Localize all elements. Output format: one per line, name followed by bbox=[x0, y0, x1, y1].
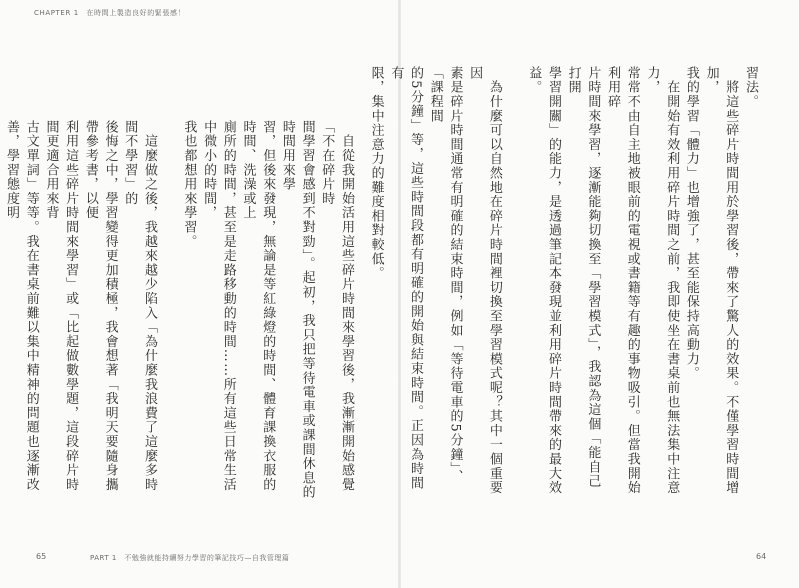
body-line: 古文單詞」等等。我在書桌前難以集中精神的問題也逐漸改善，學習態度明 bbox=[4, 120, 39, 492]
right-page-number: 64 bbox=[756, 552, 767, 561]
body-line: 我也都想用來學習。 bbox=[181, 120, 197, 249]
left-page-body-text bbox=[4, 120, 356, 500]
body-line: 後悔之中，學習變得更加積極，我會想著「我明天要隨身攜帶參考書，以便 bbox=[82, 120, 118, 492]
left-page-number: 65 bbox=[36, 552, 47, 561]
body-line: 的5分鐘」等，這些時間段都有明確的開始與結束時間。正因為時間有 bbox=[388, 66, 424, 491]
body-line: 學習開關」的能力，是透過筆記本發現並利用碎片時間帶來的最大效益。 bbox=[526, 66, 561, 495]
running-head: CHAPTER 1 在時間上製造良好的緊張感！ bbox=[34, 9, 186, 17]
body-line: 這麼做之後，我越來越少陷入「為什麼我浪費了這麼多時間不學習」的 bbox=[122, 120, 157, 492]
body-line: 在開始有效利用碎片時間之前，我即使坐在書桌前也無法集中注意力， bbox=[644, 66, 680, 495]
body-line: 常常不由自主地被眼前的電視或書籍等有趣的事物吸引。但當我開始利用碎 bbox=[605, 66, 640, 495]
body-line: 我的學習「體力」也增強了，甚至能保持高動力。 bbox=[683, 66, 699, 381]
running-foot: PART 1 不勉強就能持續努力學習的筆記技巧—自我管理篇 bbox=[90, 554, 290, 562]
body-line: 利用這些碎片時間來學習」或「比起做數學題，這段碎片時間更適合用來背 bbox=[43, 120, 79, 492]
body-line: 自從我開始活用這些碎片時間來學習後，我漸漸開始感覺「不在碎片時 bbox=[319, 120, 354, 492]
body-line: 片時間來學習，逐漸能夠切換至「學習模式」，我認為這個「能自己打開 bbox=[565, 66, 601, 489]
body-line: 習法。 bbox=[743, 66, 758, 109]
body-line: 將這些碎片時間用於學習後，帶來了驚人的效果。不僅學習時間增加， bbox=[703, 66, 739, 495]
body-line bbox=[159, 120, 179, 500]
body-line: 限，集中注意力的難度相對較低。 bbox=[368, 66, 384, 281]
body-line: 為什麼可以自然地在碎片時間裡切換至學習模式呢？其中一個重要因 bbox=[467, 66, 502, 495]
body-line: 習，但後來發現，無論是等紅綠燈的時間、體育課換衣服的時間、洗澡或上 bbox=[240, 120, 276, 492]
right-page-body-text bbox=[368, 66, 760, 502]
body-line: 廁所的時間，甚至是走路移動的時間……所有這些日常生活中微小的時間， bbox=[201, 120, 236, 492]
body-line: 間學習會感到不對勁」。起初，我只把等待電車或課間休息的時間用來學 bbox=[279, 120, 315, 500]
body-line bbox=[504, 66, 524, 502]
body-line: 素是碎片時間通常有明確的結束時間，例如「等待電車的5分鐘」、「課程間 bbox=[427, 66, 463, 484]
